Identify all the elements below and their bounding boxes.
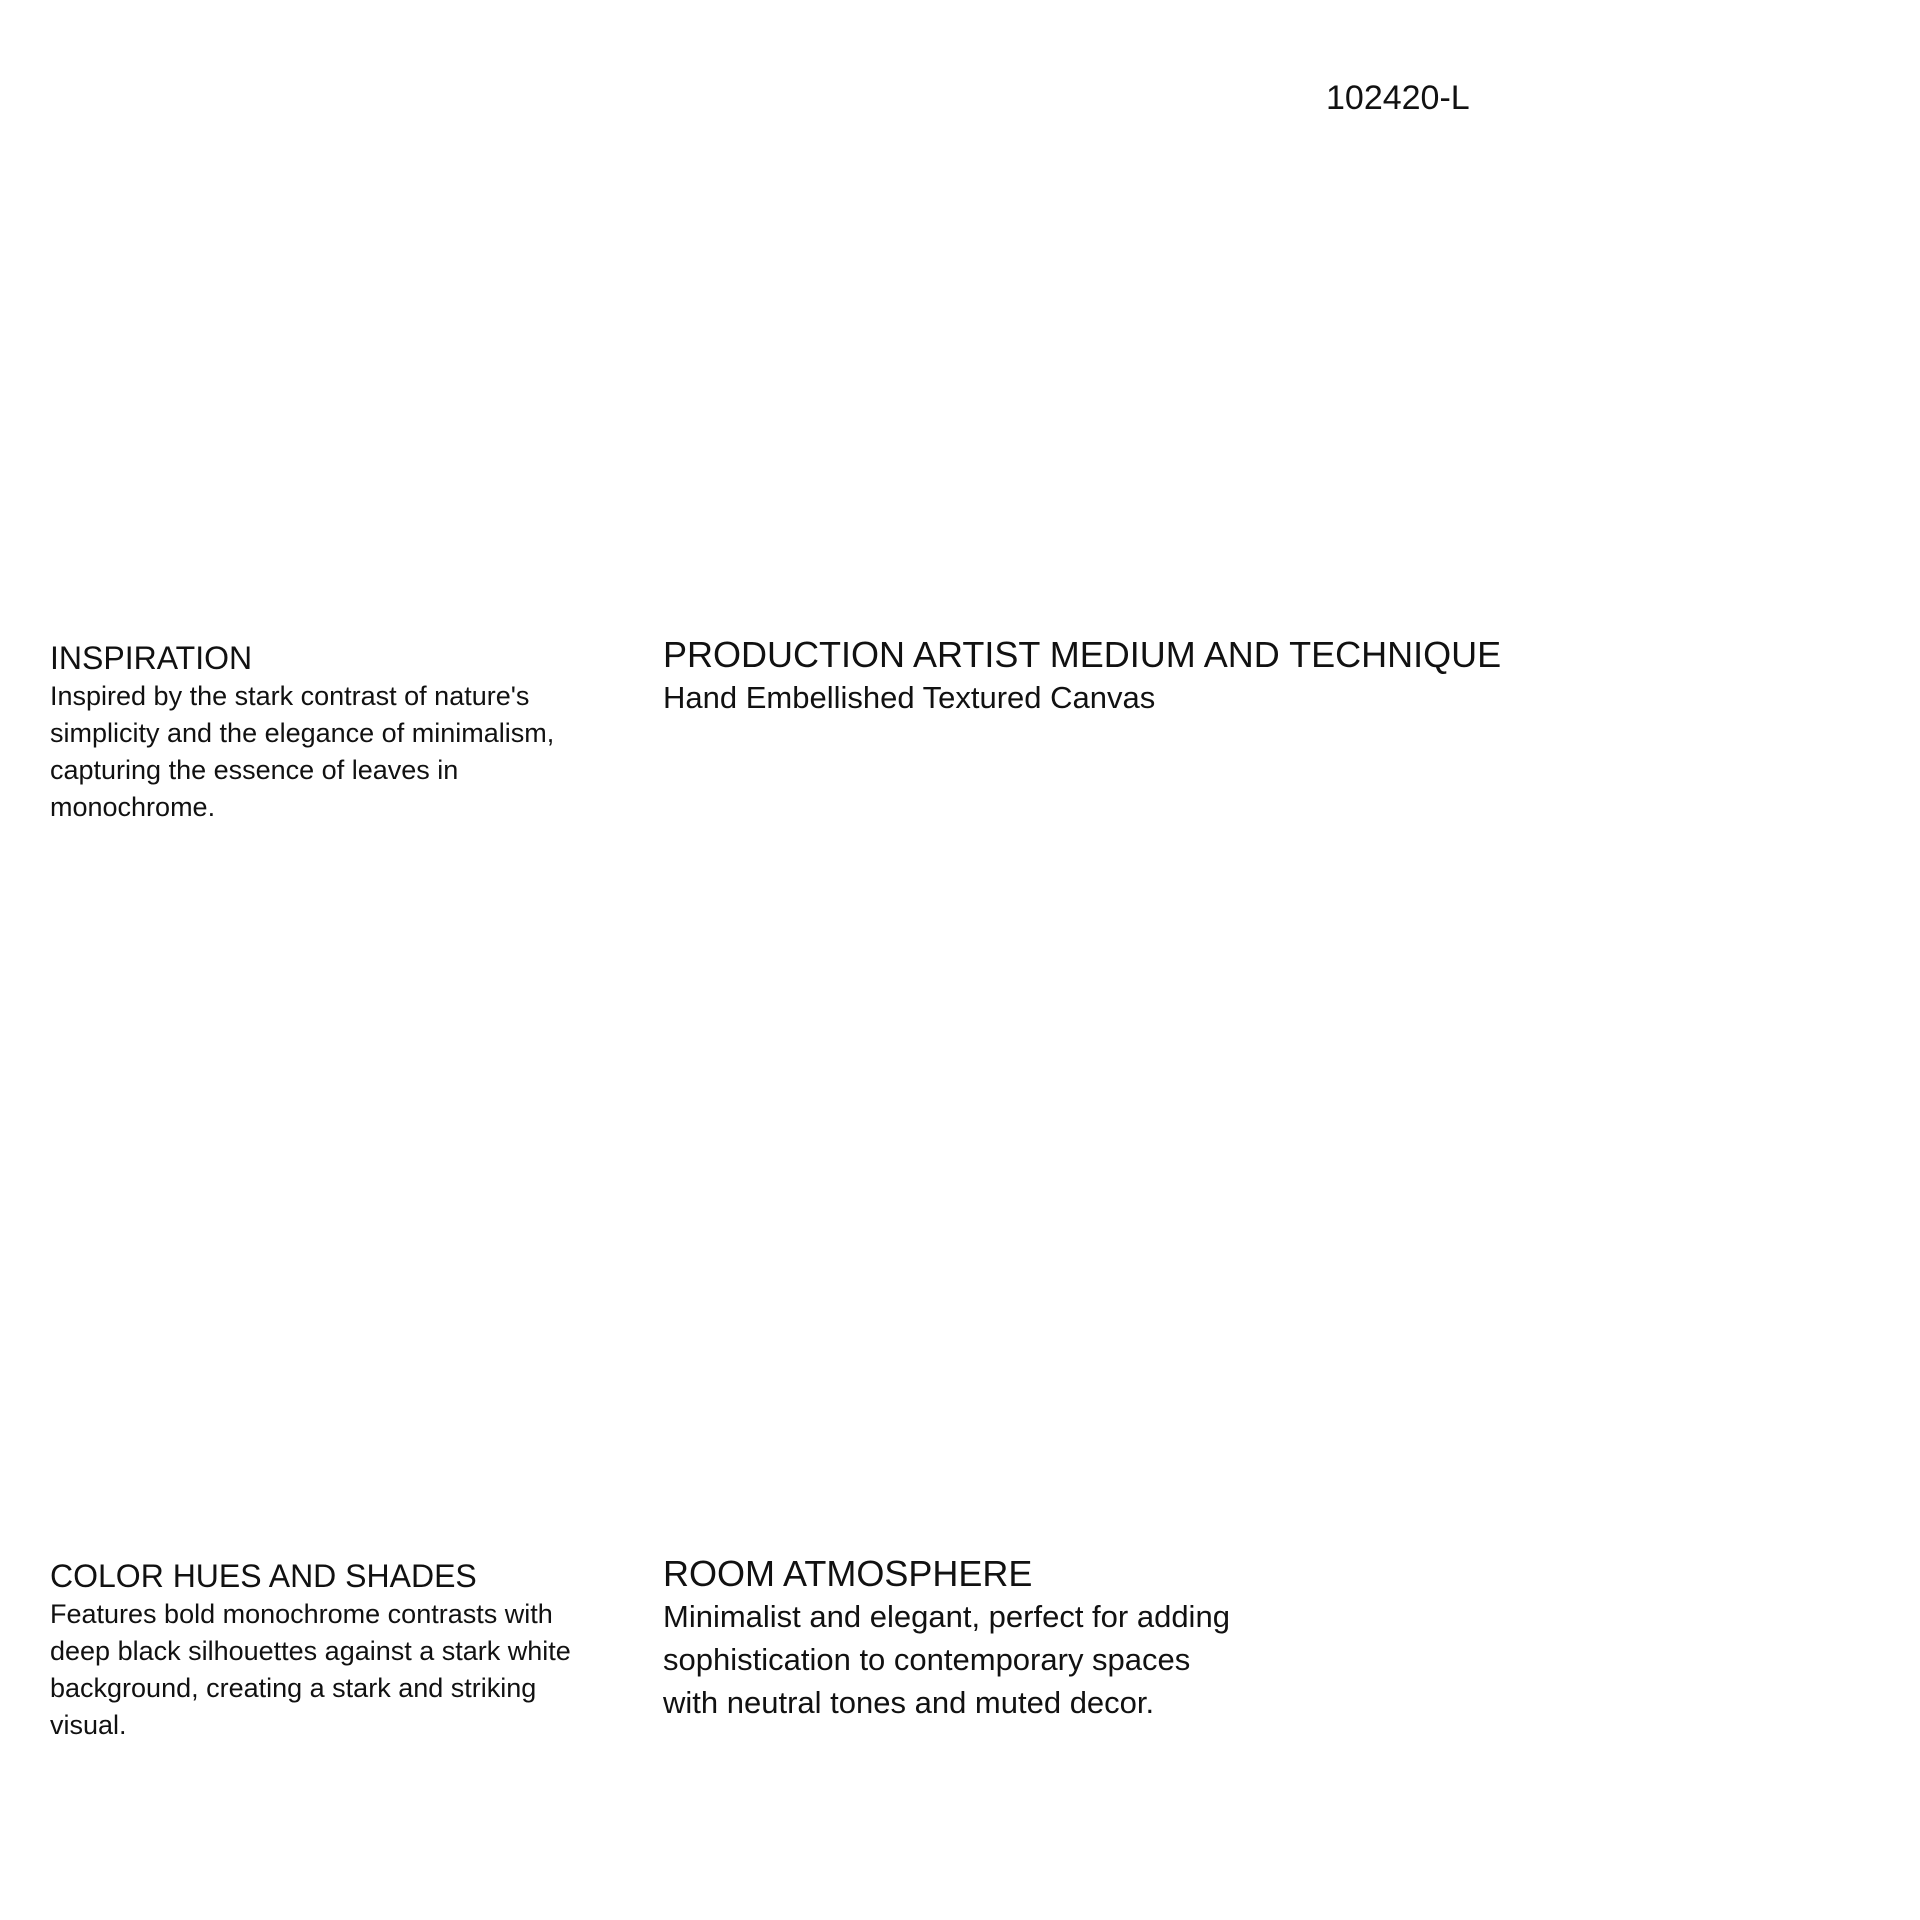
color-section xyxy=(50,1556,610,1744)
production-heading: PRODUCTION ARTIST MEDIUM AND TECHNIQUE xyxy=(663,634,1502,675)
product-sku: 102420-L xyxy=(1326,79,1470,117)
color-text: Features bold monochrome contrasts with deep black silhouettes against a stark white background, creating a stark and striking visual. xyxy=(50,1599,571,1740)
inspiration-text: Inspired by the stark contrast of nature's simplicity and the elegance of minimalism, capturing the essence of leaves in monochrome. xyxy=(50,681,555,822)
atmosphere-section xyxy=(663,1553,1233,1724)
color-heading: COLOR HUES AND SHADES xyxy=(50,1558,477,1594)
production-text: Hand Embellished Textured Canvas xyxy=(663,680,1156,715)
production-section xyxy=(663,634,1563,719)
inspiration-section xyxy=(50,638,610,826)
inspiration-heading: INSPIRATION xyxy=(50,640,253,676)
atmosphere-heading: ROOM ATMOSPHERE xyxy=(663,1553,1033,1594)
atmosphere-text: Minimalist and elegant, perfect for adding sophistication to contemporary spaces with neutral tones and muted decor. xyxy=(663,1599,1230,1720)
